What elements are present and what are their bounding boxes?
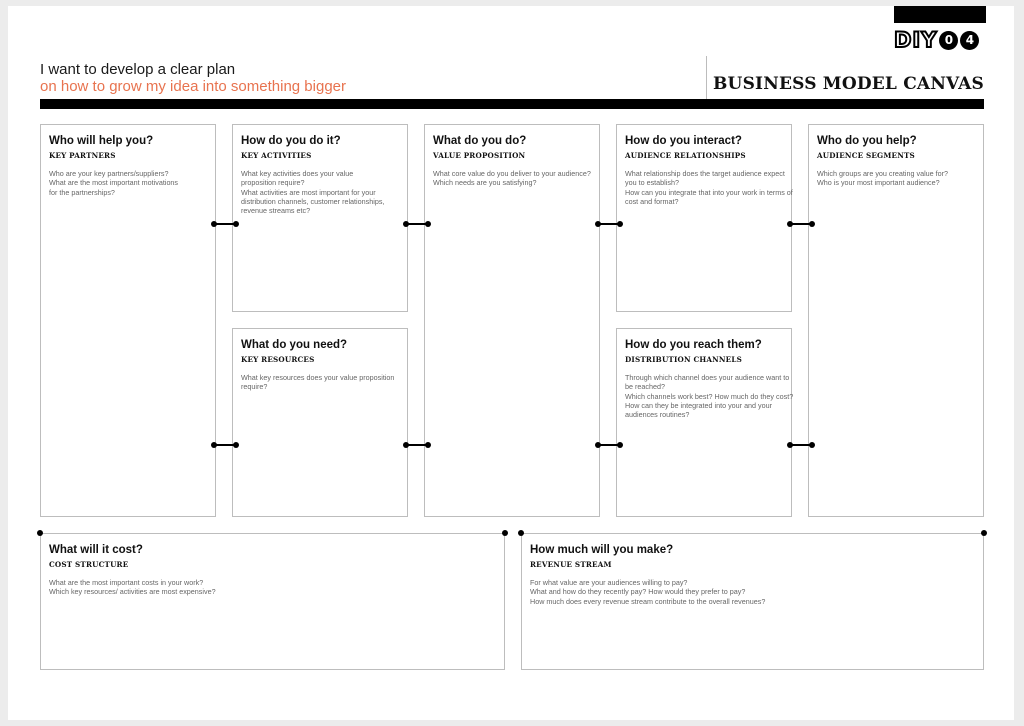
block-connector bbox=[213, 223, 237, 225]
description-line: What relationship does the target audience expect bbox=[625, 169, 785, 178]
block-connector bbox=[405, 223, 429, 225]
header-intro-highlight: on how to grow my idea into something bigger bbox=[40, 78, 347, 95]
block-question: How do you reach them? bbox=[625, 339, 762, 351]
block-question: How do you do it? bbox=[241, 135, 341, 147]
audience-relationships-block[interactable] bbox=[616, 124, 792, 312]
header-divider bbox=[706, 56, 707, 100]
block-connector bbox=[213, 444, 237, 446]
description-line: What are the most important motivations bbox=[49, 178, 179, 188]
diy-logo bbox=[894, 28, 979, 52]
description-line: What core value do you deliver to your audience? bbox=[433, 169, 591, 178]
block-description bbox=[433, 169, 591, 188]
description-line: Which channels work best? How much do they cost? bbox=[625, 391, 794, 401]
block-question: What will it cost? bbox=[49, 544, 143, 556]
block-description bbox=[817, 169, 975, 188]
revenue-stream-block[interactable] bbox=[521, 533, 984, 670]
block-connector bbox=[789, 444, 813, 446]
block-connector bbox=[405, 444, 429, 446]
header-intro-line: I want to develop a clear plan bbox=[40, 61, 236, 78]
value-proposition-block[interactable] bbox=[424, 124, 600, 517]
audience-segments-block[interactable] bbox=[808, 124, 984, 517]
description-line: Which key resources/ activities are most expensive? bbox=[49, 587, 216, 597]
description-line: cost and format? bbox=[625, 196, 679, 206]
block-title: AUDIENCE SEGMENTS bbox=[817, 151, 915, 160]
block-description bbox=[530, 578, 975, 606]
block-question: Who will help you? bbox=[49, 135, 154, 147]
key-resources-block[interactable] bbox=[232, 328, 408, 517]
description-line: require? bbox=[241, 382, 268, 392]
block-question: How much will you make? bbox=[530, 544, 674, 556]
canvas-page bbox=[8, 6, 1014, 720]
block-title: KEY PARTNERS bbox=[49, 151, 116, 160]
description-line: What activities are most important for your bbox=[241, 187, 376, 197]
block-description bbox=[241, 373, 399, 392]
description-line: for the partnerships? bbox=[49, 187, 115, 197]
block-connector bbox=[789, 223, 813, 225]
description-line: Which groups are you creating value for? bbox=[817, 169, 949, 178]
block-description bbox=[49, 578, 496, 597]
description-line: What key resources does your value proposition bbox=[241, 373, 395, 382]
key-partners-block[interactable] bbox=[40, 124, 216, 517]
block-connector bbox=[597, 223, 621, 225]
description-line: audiences routines? bbox=[625, 410, 690, 420]
description-line: distribution channels, customer relationships, bbox=[241, 196, 385, 206]
description-line: Which needs are you satisfying? bbox=[433, 178, 537, 188]
description-line: What and how do they recently pay? How would they prefer to pay? bbox=[530, 587, 746, 597]
header-rule bbox=[40, 99, 984, 109]
corner-dot bbox=[502, 530, 508, 536]
logo-digit-circle: 0 bbox=[939, 31, 958, 50]
block-title: KEY RESOURCES bbox=[241, 355, 315, 364]
cost-structure-block[interactable] bbox=[40, 533, 505, 670]
description-line: How much does every revenue stream contribute to the overall revenues? bbox=[530, 596, 766, 606]
block-question: How do you interact? bbox=[625, 135, 742, 147]
corner-dot bbox=[981, 530, 987, 536]
block-title: VALUE PROPOSITION bbox=[433, 151, 526, 160]
corner-dot bbox=[37, 530, 43, 536]
key-activities-block[interactable] bbox=[232, 124, 408, 312]
block-title: DISTRIBUTION CHANNELS bbox=[625, 355, 743, 364]
block-question: Who do you help? bbox=[817, 135, 917, 147]
block-description bbox=[625, 169, 793, 206]
block-title: KEY ACTIVITIES bbox=[241, 151, 312, 160]
header-black-bar bbox=[894, 6, 986, 23]
distribution-channels-block[interactable] bbox=[616, 328, 792, 517]
logo-letters: DIY bbox=[894, 28, 938, 52]
description-line: Who is your most important audience? bbox=[817, 178, 940, 188]
description-line: be reached? bbox=[625, 382, 665, 392]
block-question: What do you need? bbox=[241, 339, 348, 351]
corner-dot bbox=[518, 530, 524, 536]
description-line: you to establish? bbox=[625, 178, 679, 188]
logo-digit-circle: 4 bbox=[960, 31, 979, 50]
description-line: Who are your key partners/suppliers? bbox=[49, 169, 169, 178]
block-title: REVENUE STREAM bbox=[530, 560, 612, 569]
block-description bbox=[241, 169, 399, 215]
block-description bbox=[49, 169, 207, 197]
description-line: revenue streams etc? bbox=[241, 206, 311, 216]
description-line: How can you integrate that into your work in terms of bbox=[625, 187, 793, 197]
description-line: proposition require? bbox=[241, 178, 305, 188]
block-title: AUDIENCE RELATIONSHIPS bbox=[625, 151, 746, 160]
description-line: What key activities does your value bbox=[241, 169, 354, 178]
description-line: For what value are your audiences willing to pay? bbox=[530, 578, 688, 587]
description-line: What are the most important costs in your work? bbox=[49, 578, 204, 587]
block-title: COST STRUCTURE bbox=[49, 560, 129, 569]
description-line: Through which channel does your audience want to bbox=[625, 373, 790, 382]
page-title: BUSINESS MODEL CANVAS bbox=[712, 74, 984, 94]
block-description bbox=[625, 373, 794, 420]
description-line: How can they be integrated into your and your bbox=[625, 400, 773, 410]
block-question: What do you do? bbox=[433, 135, 527, 147]
block-connector bbox=[597, 444, 621, 446]
